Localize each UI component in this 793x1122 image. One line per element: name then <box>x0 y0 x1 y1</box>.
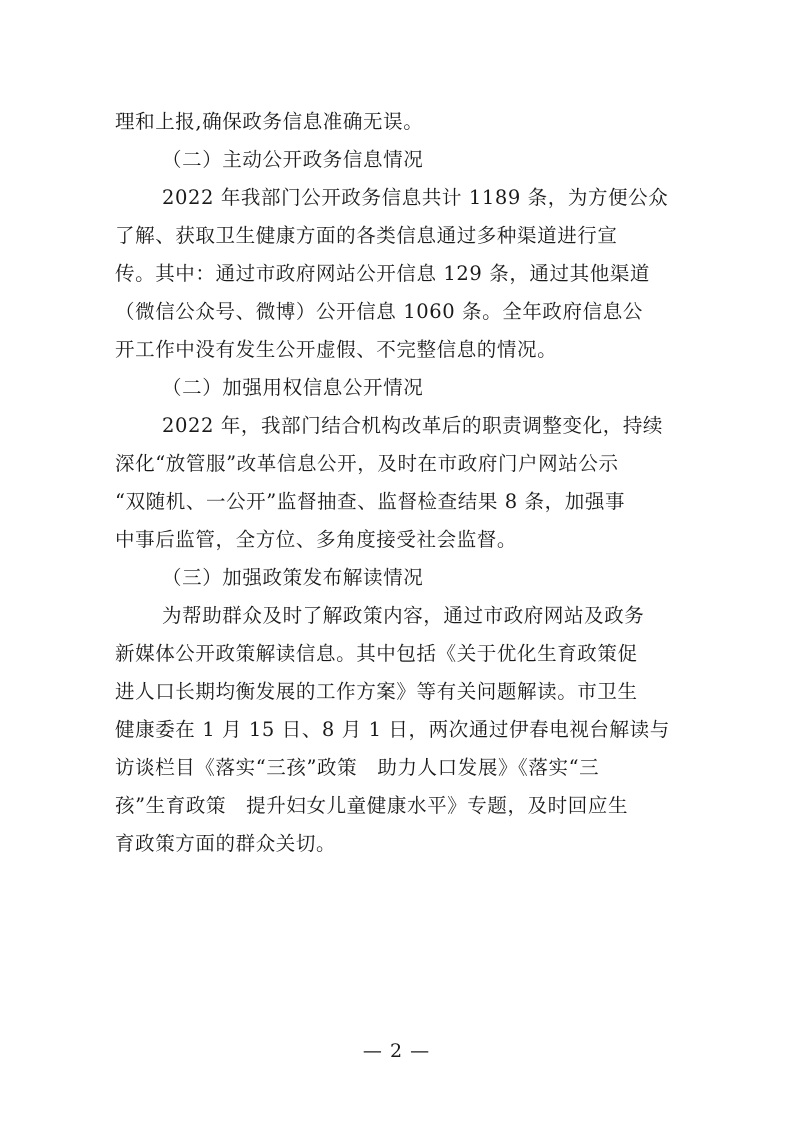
section-heading: （二）主动公开政务信息情况 <box>162 148 424 171</box>
paragraph-line: 为帮助群众及时了解政策内容，通过市政府网站及政务 <box>162 604 645 627</box>
paragraph-line: 新媒体公开政策解读信息。其中包括《关于优化生育政策促 <box>115 642 638 665</box>
paragraph-line: （微信公众号、微博）公开信息 1060 条。全年政府信息公 <box>115 300 643 323</box>
paragraph-line: 理和上报,确保政务信息准确无误。 <box>115 110 424 133</box>
paragraph-line: 了解、获取卫生健康方面的各类信息通过多种渠道进行宣 <box>115 224 618 247</box>
section-heading: （三）加强政策发布解读情况 <box>162 566 424 589</box>
paragraph-line: 深化“放管服”改革信息公开，及时在市政府门户网站公示 <box>115 452 619 475</box>
paragraph-line: 访谈栏目《落实“三孩”政策 助力人口发展》《落实“三 <box>115 756 600 779</box>
section-heading: （二）加强用权信息公开情况 <box>162 376 424 399</box>
paragraph-line: 中事后监管，全方位、多角度接受社会监督。 <box>115 528 518 551</box>
paragraph-line: 进人口长期均衡发展的工作方案》等有关问题解读。市卫生 <box>115 680 638 703</box>
paragraph-line: 孩”生育政策 提升妇女儿童健康水平》专题，及时回应生 <box>115 794 629 817</box>
paragraph-line: “双随机、一公开”监督抽查、监督检查结果 8 条，加强事 <box>115 490 626 513</box>
page-number: — 2 — <box>362 1040 431 1062</box>
paragraph-line: 2022 年我部门公开政务信息共计 1189 条，为方便公众 <box>162 186 669 209</box>
paragraph-line: 传。其中：通过市政府网站公开信息 129 条，通过其他渠道 <box>115 262 651 285</box>
paragraph-line: 开工作中没有发生公开虚假、不完整信息的情况。 <box>115 338 558 361</box>
paragraph-line: 育政策方面的群众关切。 <box>115 832 337 855</box>
paragraph-line: 健康委在 1 月 15 日、8 月 1 日，两次通过伊春电视台解读与 <box>115 718 670 741</box>
paragraph-line: 2022 年，我部门结合机构改革后的职责调整变化，持续 <box>162 414 664 437</box>
